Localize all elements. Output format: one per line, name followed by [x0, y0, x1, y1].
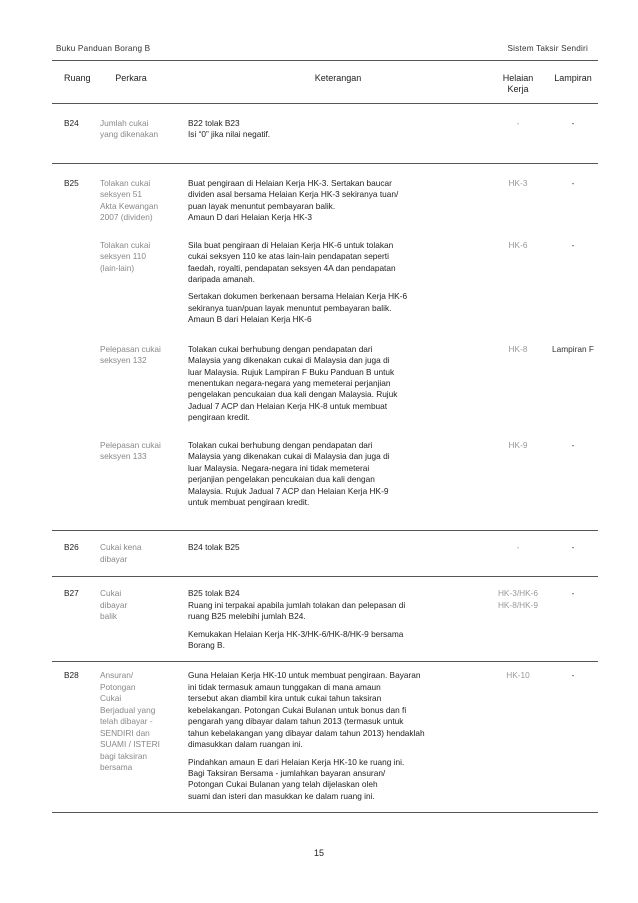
keterangan-paragraph: B22 tolak B23 Isi “0” jika nilai negatif. [188, 118, 271, 140]
perkara-text: Ansuran/ Potongan Cukai Berjadual yang telah dibayar - SENDIRI dan SUAMI / ISTERI bagi taksiran bersama [100, 670, 160, 772]
lampiran-cell: - [571, 177, 575, 188]
ruang-code: B24 [64, 118, 79, 128]
table-row [52, 164, 598, 532]
keterangan-paragraph: Tolakan cukai berhubung dengan pendapatan dari Malaysia yang dikenakan cukai di Malaysia dan juga di luar Malaysia. Negara-negara ini tidak memeterai perjanjian pengelakan pencukaian dua kali dengan Malaysia. Rujuk Jadual 7 ACP dan Helaian Kerja HK-9 untuk membuat pengiraan kredit. [188, 439, 390, 507]
header-title: Buku Panduan Borang B [56, 44, 151, 53]
perkara-text: Tolakan cukai seksyen 51 Akta Kewangan 2007 (dividen) [100, 177, 159, 223]
helaian-kerja-cell: - [516, 118, 520, 128]
table-body [52, 104, 598, 813]
row-item [100, 344, 598, 424]
perkara-text: Pelepasan cukai seksyen 133 [100, 439, 161, 462]
keterangan-cell [188, 178, 488, 224]
lampiran-cell: - [571, 118, 575, 128]
perkara-cell [100, 240, 188, 326]
helaian-kerja-cell: HK-3/HK-6 HK-8/HK-9 [497, 588, 539, 610]
row-item [100, 440, 598, 509]
col-perkara-header: Perkara [115, 73, 147, 83]
keterangan-cell [188, 118, 488, 141]
ruang-code: B28 [64, 670, 79, 681]
keterangan-cell [188, 240, 488, 326]
col-keterangan-header: Keterangan [314, 73, 362, 83]
ruang-code: B27 [64, 588, 79, 599]
keterangan-paragraph: Pindahkan amaun E dari Helaian Kerja HK-10 ke ruang ini. Bagi Taksiran Bersama - jumlahkan bayaran ansuran/ Potongan Cukai Bulanan yang telah dijelaskan oleh suami dan isteri dan masukkan ke dalam ruang ini. [188, 756, 405, 801]
perkara-cell [100, 344, 188, 424]
ruang-code: B25 [64, 177, 79, 188]
keterangan-paragraph: B25 tolak B24 Ruang ini terpakai apabila jumlah tolakan dan pelepasan di ruang B25 melebihi jumlah B24. [188, 588, 406, 622]
keterangan-paragraph: Sertakan dokumen berkenaan bersama Helaian Kerja HK-6 sekiranya tuan/puan layak menuntut pembayaran balik. Amaun B dari Helaian Kerja HK-6 [188, 291, 408, 325]
lampiran-cell: - [571, 542, 575, 553]
perkara-text: Tolakan cukai seksyen 110 (lain-lain) [100, 239, 151, 273]
helaian-kerja-cell: HK-3 [508, 177, 528, 188]
row-item [100, 178, 598, 224]
table-row [52, 662, 598, 813]
perkara-text: Cukai dibayar balik [100, 588, 128, 622]
table-header [52, 61, 598, 104]
row-item [100, 542, 598, 565]
keterangan-cell [188, 440, 488, 509]
lampiran-cell: - [571, 439, 575, 450]
table-row [52, 104, 598, 164]
row-item [100, 240, 598, 326]
perkara-cell [100, 440, 188, 509]
keterangan-cell [188, 588, 488, 651]
col-helaian-header [488, 61, 548, 103]
helaian-kerja-cell: - [516, 542, 520, 553]
perkara-cell [100, 542, 188, 565]
keterangan-paragraph: Tolakan cukai berhubung dengan pendapatan dari Malaysia yang dikenakan cukai di Malaysia dan juga di luar Malaysia. Rujuk Lampiran F Buku Panduan B untuk menentukan negara-negara yang memeterai perjanjian pengelakan pencukaian dua kali dengan Malaysia. Rujuk Jadual 7 ACP dan Helaian Kerja HK-8 untuk membuat pengiraan kredit. [188, 343, 398, 423]
row-item [100, 670, 598, 802]
table-row [52, 531, 598, 577]
keterangan-cell [188, 670, 488, 802]
header-system: Sistem Taksir Sendiri [507, 44, 588, 53]
perkara-cell [100, 588, 188, 651]
helaian-kerja-cell: HK-10 [506, 670, 530, 681]
helaian-kerja-cell: HK-6 [508, 239, 528, 250]
keterangan-paragraph: Sila buat pengiraan di Helaian Kerja HK-6 untuk tolakan cukai seksyen 110 ke atas lain-lain pendapatan seperti faedah, royalti, pendapatan seksyen 4A dan pendapatan daripada amanah. [188, 239, 396, 284]
lampiran-cell: Lampiran F [552, 343, 594, 354]
keterangan-paragraph: Buat pengiraan di Helaian Kerja HK-3. Sertakan baucar dividen asal bersama Helaian Kerja HK-3 sekiranya tuan/ puan layak menuntut pembayaran balik. Amaun D dari Helaian Kerja HK-3 [188, 177, 399, 223]
col-ruang-header: Ruang [64, 73, 91, 83]
lampiran-cell: - [571, 239, 575, 250]
helaian-kerja-cell: HK-8 [508, 343, 528, 354]
perkara-cell [100, 178, 188, 224]
keterangan-cell [188, 344, 488, 424]
table-row [52, 577, 598, 662]
keterangan-cell [188, 542, 488, 565]
lampiran-cell: - [571, 588, 575, 599]
lampiran-cell: - [571, 670, 575, 681]
perkara-text: Pelepasan cukai seksyen 132 [100, 343, 161, 366]
ruang-code: B26 [64, 542, 79, 553]
helaian-kerja-cell: HK-9 [508, 439, 528, 450]
page-number: 15 [313, 848, 324, 858]
col-helaian-label: Helaian Kerja [502, 73, 534, 95]
perkara-text: Cukai kena dibayar [100, 542, 142, 564]
row-item [100, 588, 598, 651]
keterangan-paragraph: B24 tolak B25 [188, 542, 240, 553]
perkara-cell [100, 670, 188, 802]
perkara-cell [100, 118, 188, 141]
guide-table [52, 60, 598, 813]
col-lampiran-header: Lampiran [554, 73, 592, 83]
perkara-text: Jumlah cukai yang dikenakan [100, 118, 159, 140]
keterangan-paragraph: Guna Helaian Kerja HK-10 untuk membuat pengiraan. Bayaran ini tidak termasuk amaun tunggakan di mana amaun tersebut akan diambil kira untuk cukai tahun taksiran kebelakangan. Potongan Cukai Bulanan untuk bonus dan fi pengarah yang dibayar dalam tahun 2013 (termasuk untuk tahun kebelakangan yang dibayar dalam tahun 2013) hendaklah dimasukkan dalam ruangan ini. [188, 670, 425, 750]
row-item [100, 118, 598, 141]
keterangan-paragraph: Kemukakan Helaian Kerja HK-3/HK-6/HK-8/HK-9 bersama Borang B. [188, 628, 404, 650]
